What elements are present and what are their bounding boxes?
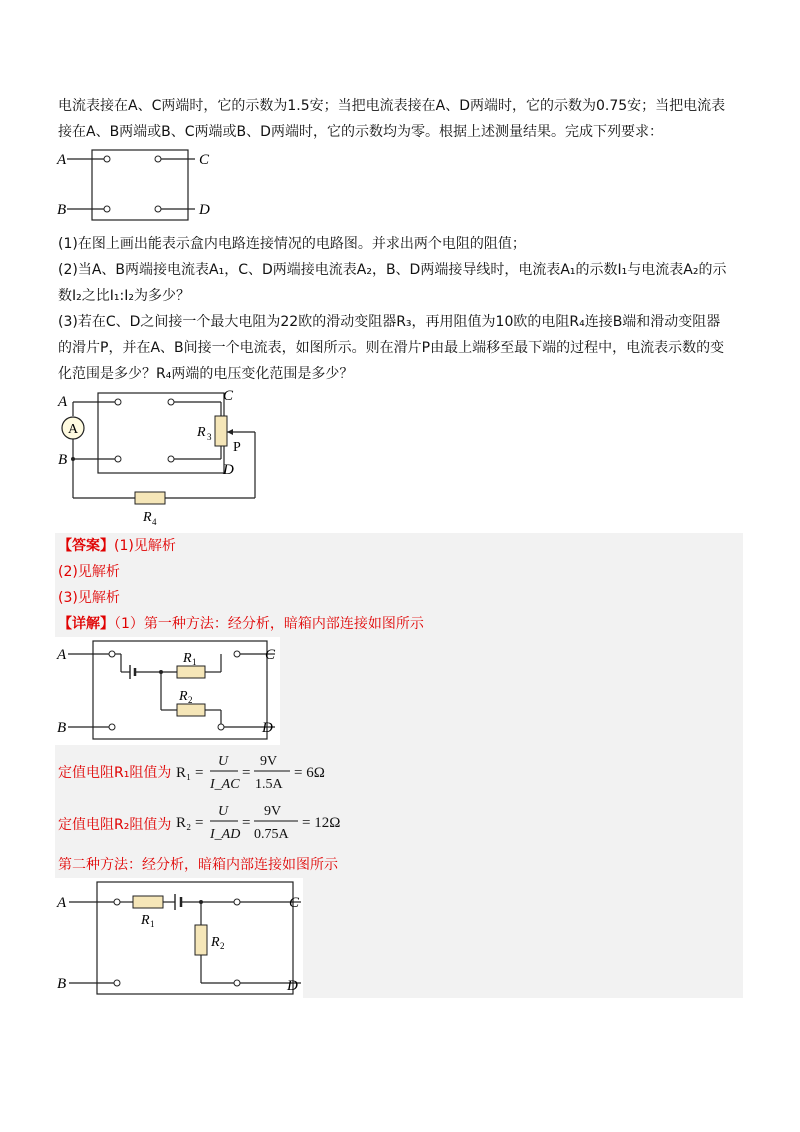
svg-text:B: B (57, 976, 67, 992)
svg-text:R: R (183, 651, 192, 666)
svg-text:9V: 9V (260, 754, 278, 769)
svg-text:D: D (287, 978, 298, 994)
svg-text:R₂ =: R₂ = (176, 815, 204, 831)
terminal-d-label: D (199, 202, 210, 218)
svg-text:3: 3 (207, 432, 212, 442)
answer-line-1: 【答案】(1)见解析 (58, 538, 176, 554)
svg-text:A: A (57, 895, 67, 911)
circuit-diagram-q3 (55, 388, 275, 528)
svg-text:A: A (57, 647, 67, 663)
answer-tag: 【答案】 (58, 538, 114, 554)
svg-text:1: 1 (192, 657, 197, 667)
svg-text:R: R (211, 935, 220, 950)
answer-line-2: (2)见解析 (58, 564, 120, 580)
svg-text:= 6Ω: = 6Ω (294, 765, 325, 781)
svg-text:= 12Ω: = 12Ω (302, 815, 341, 831)
svg-text:B: B (57, 720, 67, 736)
svg-text:D: D (223, 462, 234, 478)
svg-text:C: C (223, 388, 234, 404)
svg-text:1: 1 (150, 919, 155, 929)
question-2-line2: 数I₂之比I₁:I₂为多少？ (58, 288, 190, 304)
svg-text:R₁ =: R₁ = (176, 765, 204, 781)
black-box-diagram (55, 145, 225, 225)
r4-resistor (135, 492, 165, 504)
question-3-line3: 化范围是多少？R₄两端的电压变化范围是多少？ (58, 366, 354, 382)
svg-text:R: R (179, 689, 188, 704)
svg-text:1.5A: 1.5A (255, 777, 283, 792)
r1-resistor (177, 666, 205, 678)
question-3-line1: (3)若在C、D之间接一个最大电阻为22欧的滑动变阻器R₃，再用阻值为10欧的电阻R₄连接B端和滑动变阻器 (58, 314, 721, 330)
question-3-line2: 的滑片P，并在A、B间接一个电流表，如图所示。则在滑片P由最上端移至最下端的过程中，电流表示数的变 (58, 340, 725, 356)
ammeter-label: A (68, 422, 79, 437)
r1-resistor-m2 (133, 896, 163, 908)
answer-line-3: (3)见解析 (58, 590, 120, 606)
question-1: (1)在图上画出能表示盒内电路连接情况的电路图。并求出两个电阻的阻值； (58, 236, 526, 252)
terminal-a-label: A (57, 152, 67, 168)
svg-text:D: D (262, 720, 273, 736)
svg-text:B: B (58, 452, 68, 468)
svg-text:A: A (58, 394, 68, 410)
svg-text:9V: 9V (264, 804, 282, 819)
svg-text:C: C (265, 647, 276, 663)
r3-resistor (215, 416, 227, 446)
method2-circuit-diagram (55, 878, 303, 998)
r2-prefix: 定值电阻R₂阻值为 (58, 817, 172, 833)
detail-line-1: 【详解】（1）第一种方法：经分析，暗箱内部连接如图所示 (58, 616, 424, 632)
svg-text:2: 2 (188, 695, 193, 705)
svg-text:I_AC: I_AC (210, 777, 240, 792)
svg-text:R: R (197, 425, 206, 440)
svg-text:4: 4 (152, 517, 157, 527)
svg-text:I_AD: I_AD (210, 827, 241, 842)
r2-resistor (177, 704, 205, 716)
svg-text:U: U (218, 754, 229, 769)
r1-formula (176, 750, 346, 794)
svg-text:R: R (143, 510, 152, 525)
terminal-b-label: B (57, 202, 67, 218)
svg-text:R: R (141, 913, 150, 928)
method1-circuit-diagram (55, 637, 280, 745)
svg-text:=: = (242, 765, 251, 781)
detail-tag: 【详解】 (58, 616, 114, 632)
question-2-line1: (2)当A、B两端接电流表A₁，C、D两端接电流表A₂，B、D两端接导线时，电流表A₁的示数I₁与电流表A₂的示 (58, 262, 727, 278)
svg-text:2: 2 (220, 941, 225, 951)
problem-intro-line1: 电流表接在A、C两端时，它的示数为1.5安；当把电流表接在A、D两端时，它的示数为0.75安；当把电流表 (58, 98, 726, 114)
problem-intro-line2: 接在A、B两端或B、C两端或B、D两端时，它的示数均为零。根据上述测量结果。完成下列要求： (58, 124, 663, 140)
svg-text:=: = (242, 815, 251, 831)
svg-text:C: C (289, 895, 300, 911)
method2-text: 第二种方法：经分析，暗箱内部连接如图所示 (58, 857, 338, 873)
svg-text:0.75A: 0.75A (254, 827, 289, 842)
r1-prefix: 定值电阻R₁阻值为 (58, 765, 172, 781)
svg-text:U: U (218, 804, 229, 819)
terminal-c-label: C (199, 152, 210, 168)
svg-text:P: P (233, 440, 241, 455)
r2-resistor-m2 (195, 925, 207, 955)
r2-formula (176, 800, 356, 844)
